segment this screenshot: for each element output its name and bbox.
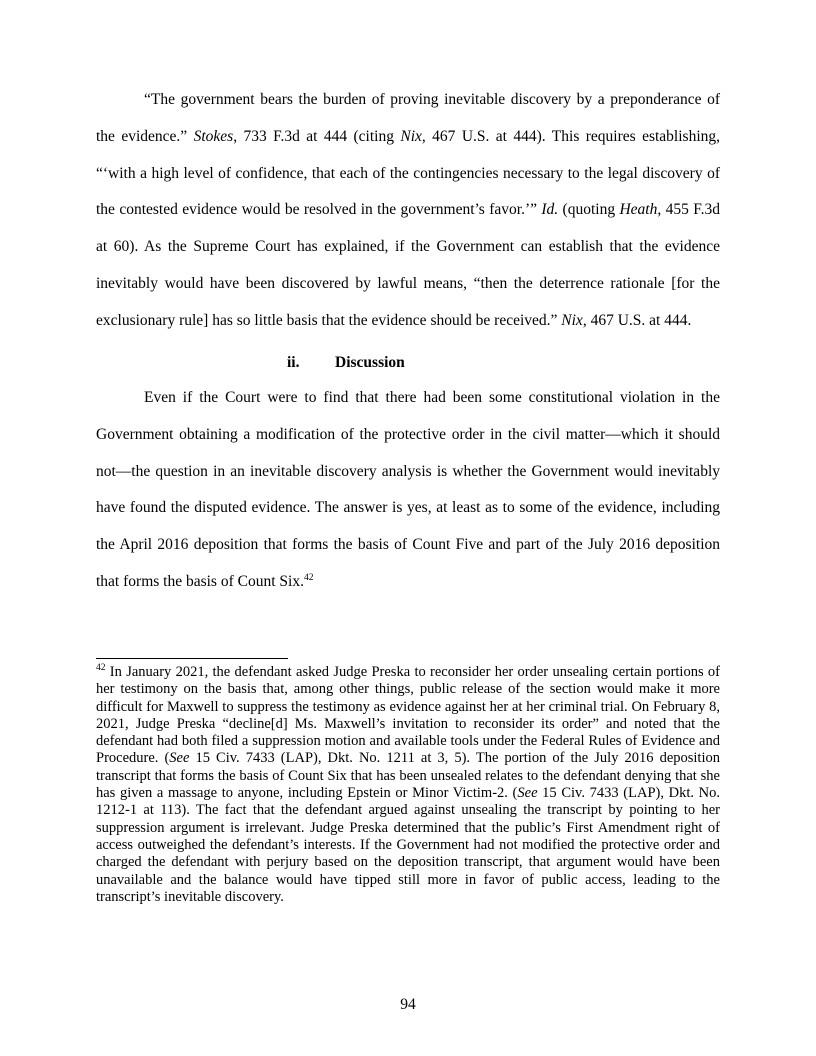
text-run: 15 Civ. 7433 (LAP), Dkt. No. 1212-1 at 113). The fact that the defendant argued against unsealing the transcript by pointing to her suppression argument is irrelevant. Judge Preska determined that the public’s First Amendment right of access outweighed the defendant’s interests. If the Government had not modified the protective order and charged the defendant with perjury based on the deposition transcript, that argument would have been unavailable and the balance would have tipped still more in favor of public access, leading to the transcript’s inevitable discovery. — [96, 785, 720, 905]
footnote-number: 42 — [96, 663, 106, 673]
paragraph-discussion — [96, 380, 720, 601]
footnote-divider — [96, 658, 288, 659]
text-run: In January 2021, the defendant asked Judge Preska to reconsider her order unsealing certain portions of her testimony on the basis that, among other things, public release of the section would make it more difficult for Maxwell to suppress the testimony as evidence against her at her criminal trial. On February 8, 2021, Judge Preska “decline[d] Ms. Maxwell’s invitation to reconsider its order” and noted that the defendant had both filed a suppression motion and available tools under the Federal Rules of Evidence and Procedure. ( — [96, 664, 720, 767]
case-name: Nix — [561, 311, 583, 329]
text-run: , 733 F.3d at 444 (citing — [233, 127, 401, 145]
text-run: , 467 U.S. at 444. — [582, 311, 692, 329]
page-number: 94 — [400, 996, 416, 1013]
paragraph-burden-of-proof — [96, 82, 720, 340]
signal-word: See — [517, 785, 538, 802]
case-name: Heath — [619, 201, 658, 219]
footnote-42 — [96, 664, 720, 906]
case-name: Nix — [400, 127, 422, 145]
section-heading — [96, 348, 720, 378]
text-run: 15 Civ. 7433 (LAP), Dkt. No. 1211 at 3, 5). The portion of the July 2016 deposition transcript that forms the basis of Count Six that has been unsealed relates to the defendant denying that she has given a massage to anyone, including Epstein or Minor Victim-2. ( — [96, 750, 720, 802]
text-run: “The government bears the burden of proving inevitable discovery by a preponderance of the evidence.” — [96, 91, 720, 145]
text-run: (quoting — [558, 201, 620, 219]
text-run: Even if the Court were to find that there had been some constitutional violation in the Government obtaining a modification of the protective order in the civil matter—which it should not—the question in an inevitable discovery analysis is whether the Government would inevitably have found the disputed evidence. The answer is yes, at least as to some of the evidence, including the April 2016 deposition that forms the basis of Count Five and part of the July 2016 deposition that forms the basis of Count Six. — [96, 389, 720, 590]
section-title: Discussion — [335, 354, 405, 371]
signal-word: See — [169, 750, 190, 767]
section-number: ii. — [287, 354, 300, 371]
footnote-reference[interactable]: 42 — [303, 572, 314, 583]
case-name: Stokes — [193, 127, 234, 145]
case-name: Id. — [541, 201, 559, 219]
text-run: , 467 U.S. at 444). This requires establishing, “‘with a high level of confidence, that each of the contingencies necessary to the legal discovery of the contested evidence would be resolved in the government’s favor.’” — [96, 127, 720, 219]
text-run: , 455 F.3d at 60). As the Supreme Court has explained, if the Government can establish that the evidence inevitably would have been discovered by lawful means, “then the deterrence rationale [for the exclusionary rule] has so little basis that the evidence should be received.” — [96, 201, 720, 329]
